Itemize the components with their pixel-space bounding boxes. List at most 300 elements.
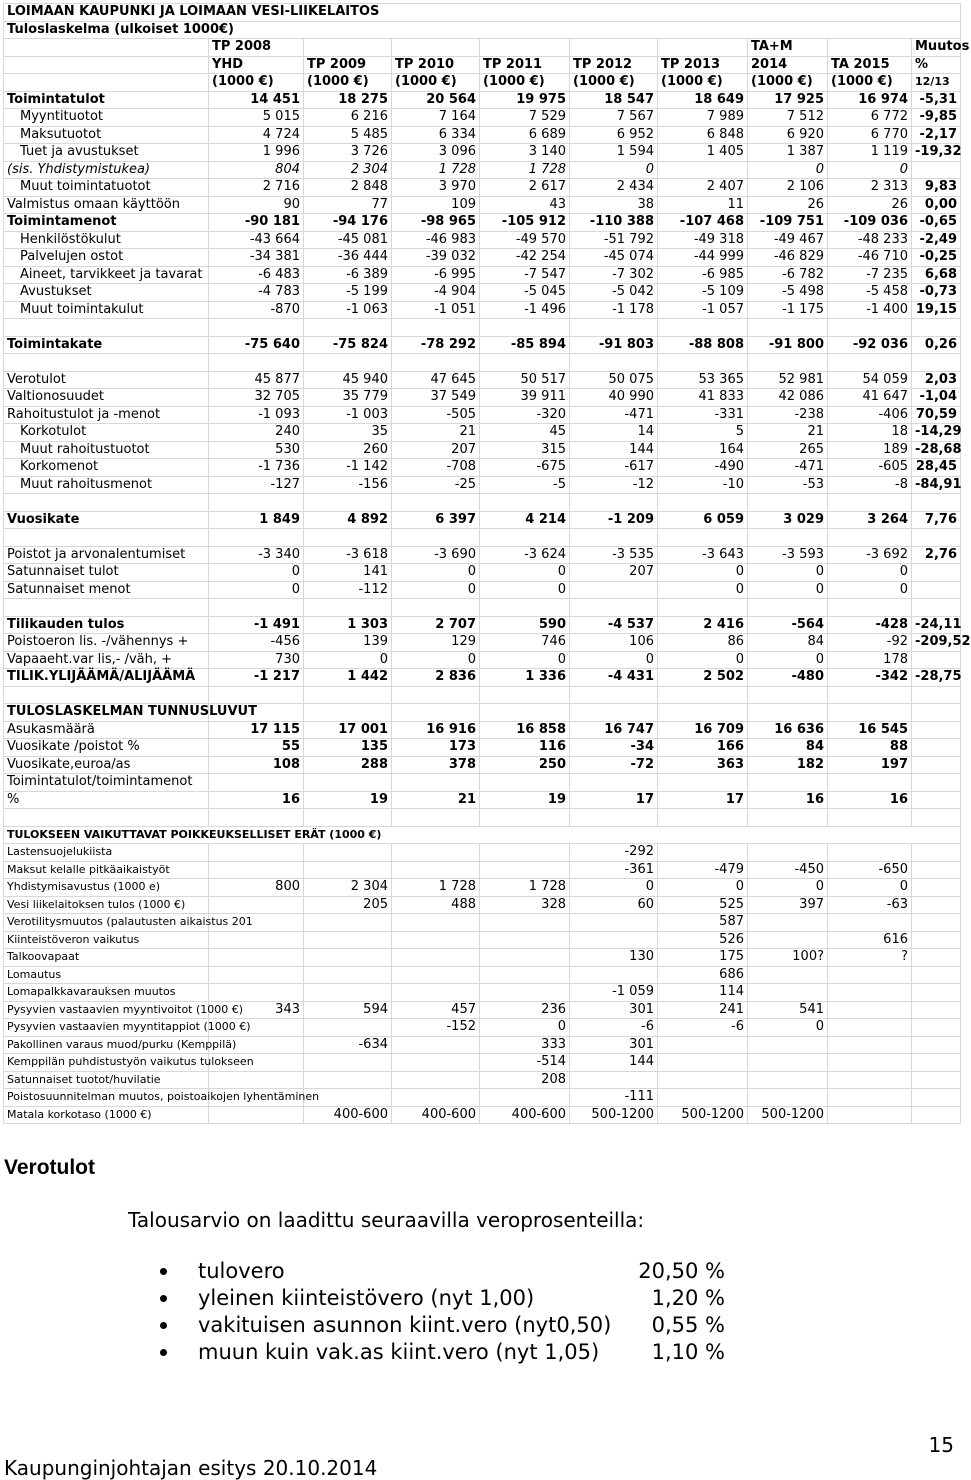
value-cell: -8 xyxy=(828,476,912,494)
value-cell: 594 xyxy=(304,1001,392,1019)
table-row xyxy=(4,879,961,897)
value-cell: -46 983 xyxy=(392,231,480,249)
value-cell: 0 xyxy=(209,564,304,582)
value-cell: 175 xyxy=(658,949,748,967)
table-row xyxy=(4,109,961,127)
value-cell: 0 xyxy=(658,581,748,599)
empty-cell xyxy=(392,529,480,547)
table-row xyxy=(4,931,961,949)
value-cell: -6 389 xyxy=(304,266,392,284)
row-label: Lomapalkkavarauksen muutos xyxy=(4,984,209,1002)
value-cell: -1 003 xyxy=(304,406,392,424)
table-row xyxy=(4,126,961,144)
value-cell xyxy=(304,1071,392,1089)
value-cell: 2 304 xyxy=(304,879,392,897)
value-cell: 17 925 xyxy=(748,91,828,109)
change-percent-cell: -84,91 xyxy=(912,476,961,494)
value-cell xyxy=(748,931,828,949)
value-cell: -49 570 xyxy=(480,231,570,249)
value-cell: 2 836 xyxy=(392,669,480,687)
value-cell: 500-1200 xyxy=(570,1106,658,1124)
value-cell: -1 175 xyxy=(748,301,828,319)
value-cell: 2 617 xyxy=(480,179,570,197)
value-cell: 16 709 xyxy=(658,721,748,739)
value-cell: 14 xyxy=(570,424,658,442)
empty-cell xyxy=(912,599,961,617)
value-cell: 241 xyxy=(658,1001,748,1019)
table-row xyxy=(4,231,961,249)
column-header-row xyxy=(4,74,961,92)
tax-rate-name: yleinen kiinteistövero (nyt 1,00) xyxy=(198,1286,535,1310)
value-cell: -617 xyxy=(570,459,658,477)
value-cell: 686 xyxy=(658,966,748,984)
report-subtitle: Tuloslaskelma (ulkoiset 1000€) xyxy=(4,21,961,39)
value-cell: -46 710 xyxy=(828,249,912,267)
tax-rate-name: vakituisen asunnon kiint.vero (nyt0,50) xyxy=(198,1313,612,1337)
value-cell: -5 xyxy=(480,476,570,494)
row-label: TILIK.YLIJÄÄMÄ/ALIJÄÄMÄ xyxy=(4,669,209,687)
tax-rate-value: 20,50 % xyxy=(638,1259,725,1283)
change-percent-cell xyxy=(912,739,961,757)
row-label: Vuosikate /poistot % xyxy=(4,739,209,757)
value-cell: -1 142 xyxy=(304,459,392,477)
value-cell: -91 800 xyxy=(748,336,828,354)
value-cell: -109 751 xyxy=(748,214,828,232)
table-row xyxy=(4,546,961,564)
value-cell: -5 045 xyxy=(480,284,570,302)
value-cell: 45 877 xyxy=(209,371,304,389)
empty-cell xyxy=(304,354,392,372)
value-cell xyxy=(304,1019,392,1037)
table-row xyxy=(4,1001,961,1019)
header-empty xyxy=(4,56,209,74)
row-label: Toimintamenot xyxy=(4,214,209,232)
empty-cell xyxy=(912,861,961,879)
empty-cell xyxy=(209,686,304,704)
value-cell: 26 xyxy=(828,196,912,214)
value-cell: -292 xyxy=(570,844,658,862)
value-cell: 207 xyxy=(570,564,658,582)
value-cell: 236 xyxy=(480,1001,570,1019)
value-cell: -3 593 xyxy=(748,546,828,564)
value-cell: -92 xyxy=(828,634,912,652)
value-cell xyxy=(209,1019,304,1037)
value-cell: 1 442 xyxy=(304,669,392,687)
value-cell xyxy=(828,1019,912,1037)
value-cell: 1 996 xyxy=(209,144,304,162)
value-cell: 0 xyxy=(392,651,480,669)
value-cell xyxy=(828,914,912,932)
value-cell: 6 952 xyxy=(570,126,658,144)
value-cell: -25 xyxy=(392,476,480,494)
row-label: (sis. Yhdistymistukea) xyxy=(4,161,209,179)
value-cell: 35 779 xyxy=(304,389,392,407)
value-cell: 0 xyxy=(748,581,828,599)
value-cell: 173 xyxy=(392,739,480,757)
value-cell: 1 336 xyxy=(480,669,570,687)
value-cell: 55 xyxy=(209,739,304,757)
table-row xyxy=(4,739,961,757)
value-cell: -152 xyxy=(392,1019,480,1037)
value-cell: 84 xyxy=(748,634,828,652)
change-percent-cell xyxy=(912,774,961,792)
value-cell: 6 689 xyxy=(480,126,570,144)
value-cell xyxy=(570,1071,658,1089)
empty-cell xyxy=(4,319,209,337)
value-cell: 0 xyxy=(748,879,828,897)
value-cell: -107 468 xyxy=(658,214,748,232)
value-cell: -156 xyxy=(304,476,392,494)
value-cell: -5 199 xyxy=(304,284,392,302)
value-cell: -3 618 xyxy=(304,546,392,564)
tax-rate-list xyxy=(160,1258,740,1366)
row-label: Talkoovapaat xyxy=(4,949,209,967)
value-cell xyxy=(570,774,658,792)
value-cell xyxy=(209,844,304,862)
value-cell: 1 728 xyxy=(392,879,480,897)
change-percent-cell: -2,17 xyxy=(912,126,961,144)
table-row xyxy=(4,564,961,582)
value-cell: 16 916 xyxy=(392,721,480,739)
tax-rate-item xyxy=(160,1258,740,1285)
value-cell: 2 313 xyxy=(828,179,912,197)
value-cell xyxy=(480,1089,570,1107)
value-cell xyxy=(658,844,748,862)
row-label: Muut toimintatuotot xyxy=(4,179,209,197)
value-cell: 800 xyxy=(209,879,304,897)
value-cell xyxy=(209,1106,304,1124)
value-cell: -72 xyxy=(570,756,658,774)
empty-cell xyxy=(209,494,304,512)
table-row xyxy=(4,791,961,809)
value-cell xyxy=(209,949,304,967)
column-header: TP 2013 xyxy=(658,56,748,74)
value-cell xyxy=(480,861,570,879)
value-cell: 2 416 xyxy=(658,616,748,634)
value-cell: 18 xyxy=(828,424,912,442)
value-cell: 250 xyxy=(480,756,570,774)
empty-cell xyxy=(912,494,961,512)
value-cell: -1 063 xyxy=(304,301,392,319)
value-cell: 17 xyxy=(658,791,748,809)
value-cell: 130 xyxy=(570,949,658,967)
table-row xyxy=(4,966,961,984)
column-header: TP 2010 xyxy=(392,56,480,74)
empty-cell xyxy=(658,529,748,547)
value-cell: -605 xyxy=(828,459,912,477)
value-cell: 333 xyxy=(480,1036,570,1054)
change-percent-cell: -14,29 xyxy=(912,424,961,442)
value-cell: 4 214 xyxy=(480,511,570,529)
value-cell: 0 xyxy=(828,581,912,599)
empty-cell xyxy=(392,809,480,827)
value-cell: -6 483 xyxy=(209,266,304,284)
value-cell: 0 xyxy=(480,1019,570,1037)
value-cell xyxy=(209,704,304,722)
value-cell: -5 498 xyxy=(748,284,828,302)
value-cell: 1 119 xyxy=(828,144,912,162)
bullet-icon xyxy=(160,1268,167,1275)
value-cell: -7 302 xyxy=(570,266,658,284)
value-cell: 2 106 xyxy=(748,179,828,197)
value-cell: 26 xyxy=(748,196,828,214)
empty-cell xyxy=(304,319,392,337)
row-label: Yhdistymisavustus (1000 e) xyxy=(4,879,209,897)
bullet-icon xyxy=(160,1349,167,1356)
value-cell: 3 140 xyxy=(480,144,570,162)
value-cell: ? xyxy=(828,949,912,967)
value-cell: 21 xyxy=(392,424,480,442)
empty-cell xyxy=(4,809,209,827)
column-header: (1000 €) xyxy=(748,74,828,92)
table-row xyxy=(4,441,961,459)
value-cell: 315 xyxy=(480,441,570,459)
row-label: Pysyvien vastaavien myyntivoitot (1000 €) xyxy=(4,1001,209,1019)
row-label: Maksutuotot xyxy=(4,126,209,144)
empty-cell xyxy=(748,599,828,617)
column-header xyxy=(570,39,658,57)
empty-cell xyxy=(912,529,961,547)
value-cell: -1 217 xyxy=(209,669,304,687)
bullet-icon xyxy=(160,1322,167,1329)
change-percent-cell: -28,68 xyxy=(912,441,961,459)
value-cell: -112 xyxy=(304,581,392,599)
value-cell: 541 xyxy=(748,1001,828,1019)
change-percent-cell: 0,00 xyxy=(912,196,961,214)
column-header: (1000 €) xyxy=(392,74,480,92)
empty-cell xyxy=(748,809,828,827)
value-cell xyxy=(304,774,392,792)
value-cell: 40 990 xyxy=(570,389,658,407)
tax-rate-item xyxy=(160,1285,740,1312)
blank-row xyxy=(4,354,961,372)
value-cell: -105 912 xyxy=(480,214,570,232)
value-cell: -53 xyxy=(748,476,828,494)
row-label: Satunnaiset tuotot/huvilatie xyxy=(4,1071,209,1089)
column-header xyxy=(304,39,392,57)
value-cell: 109 xyxy=(392,196,480,214)
value-cell xyxy=(828,1106,912,1124)
empty-cell xyxy=(304,686,392,704)
row-label: Palvelujen ostot xyxy=(4,249,209,267)
value-cell: 0 xyxy=(748,1019,828,1037)
value-cell: -1 209 xyxy=(570,511,658,529)
value-cell: 43 xyxy=(480,196,570,214)
value-cell: 41 647 xyxy=(828,389,912,407)
value-cell xyxy=(392,1071,480,1089)
row-label: Verotulot xyxy=(4,371,209,389)
value-cell xyxy=(392,966,480,984)
empty-cell xyxy=(480,354,570,372)
value-cell: 730 xyxy=(209,651,304,669)
value-cell xyxy=(480,774,570,792)
value-cell: -12 xyxy=(570,476,658,494)
value-cell xyxy=(828,774,912,792)
table-row xyxy=(4,704,961,722)
value-cell: -92 036 xyxy=(828,336,912,354)
value-cell: 1 594 xyxy=(570,144,658,162)
column-header: % xyxy=(912,56,961,74)
value-cell: -505 xyxy=(392,406,480,424)
intro-text: Talousarvio on laadittu seuraavilla veroprosenteilla: xyxy=(128,1208,645,1232)
empty-cell xyxy=(480,809,570,827)
empty-cell xyxy=(570,319,658,337)
blank-row xyxy=(4,599,961,617)
value-cell xyxy=(480,966,570,984)
value-cell: 16 858 xyxy=(480,721,570,739)
value-cell: -49 318 xyxy=(658,231,748,249)
value-cell: 0 xyxy=(209,581,304,599)
value-cell: -471 xyxy=(748,459,828,477)
value-cell: -85 894 xyxy=(480,336,570,354)
change-percent-cell: 6,68 xyxy=(912,266,961,284)
value-cell: 6 059 xyxy=(658,511,748,529)
value-cell: 52 981 xyxy=(748,371,828,389)
table-row xyxy=(4,1036,961,1054)
change-percent-cell: -9,85 xyxy=(912,109,961,127)
row-label: Korkotulot xyxy=(4,424,209,442)
value-cell: -564 xyxy=(748,616,828,634)
blank-row xyxy=(4,529,961,547)
value-cell xyxy=(392,984,480,1002)
value-cell: -1 057 xyxy=(658,301,748,319)
value-cell: -111 xyxy=(570,1089,658,1107)
value-cell: -650 xyxy=(828,861,912,879)
value-cell: 45 940 xyxy=(304,371,392,389)
value-cell: 16 747 xyxy=(570,721,658,739)
row-label: Kemppilän puhdistustyön vaikutus tulokseen xyxy=(4,1054,209,1072)
value-cell: 205 xyxy=(304,896,392,914)
empty-cell xyxy=(912,1054,961,1072)
value-cell xyxy=(570,581,658,599)
value-cell: 7 567 xyxy=(570,109,658,127)
empty-cell xyxy=(912,931,961,949)
row-label: Matala korkotaso (1000 €) xyxy=(4,1106,209,1124)
empty-cell xyxy=(392,354,480,372)
value-cell: 182 xyxy=(748,756,828,774)
value-cell: -7 235 xyxy=(828,266,912,284)
change-percent-cell: -2,49 xyxy=(912,231,961,249)
value-cell: 17 115 xyxy=(209,721,304,739)
value-cell xyxy=(209,966,304,984)
row-label: Avustukset xyxy=(4,284,209,302)
value-cell: 32 705 xyxy=(209,389,304,407)
row-label: Maksut kelalle pitkäaikaistyöt xyxy=(4,861,209,879)
value-cell: -708 xyxy=(392,459,480,477)
empty-cell xyxy=(658,354,748,372)
value-cell: -78 292 xyxy=(392,336,480,354)
change-percent-cell: 2,76 xyxy=(912,546,961,564)
title-row xyxy=(4,4,961,22)
value-cell: -3 643 xyxy=(658,546,748,564)
value-cell: 0 xyxy=(570,879,658,897)
table-row xyxy=(4,301,961,319)
value-cell: 400-600 xyxy=(304,1106,392,1124)
value-cell: 301 xyxy=(570,1036,658,1054)
value-cell: -1 496 xyxy=(480,301,570,319)
value-cell xyxy=(748,1071,828,1089)
row-label: Asukasmäärä xyxy=(4,721,209,739)
value-cell: 6 848 xyxy=(658,126,748,144)
row-label: Muut toimintakulut xyxy=(4,301,209,319)
subtitle-row xyxy=(4,21,961,39)
tax-rate-item xyxy=(160,1339,740,1366)
column-header xyxy=(658,39,748,57)
footer-presenter: Kaupunginjohtajan esitys 20.10.2014 xyxy=(4,1456,378,1480)
row-label: Henkilöstökulut xyxy=(4,231,209,249)
table-row xyxy=(4,1071,961,1089)
empty-cell xyxy=(304,809,392,827)
change-percent-cell: -1,04 xyxy=(912,389,961,407)
empty-cell xyxy=(570,809,658,827)
tax-rate-item xyxy=(160,1312,740,1339)
value-cell: -5 109 xyxy=(658,284,748,302)
empty-cell xyxy=(392,494,480,512)
row-label: Toimintakate xyxy=(4,336,209,354)
change-percent-cell: -28,75 xyxy=(912,669,961,687)
value-cell xyxy=(209,1071,304,1089)
section-title: Verotulot xyxy=(4,1156,96,1179)
table-row xyxy=(4,1054,961,1072)
change-percent-cell: 9,83 xyxy=(912,179,961,197)
table-row xyxy=(4,669,961,687)
value-cell: -109 036 xyxy=(828,214,912,232)
table-row xyxy=(4,511,961,529)
value-cell: 19 975 xyxy=(480,91,570,109)
value-cell: 0 xyxy=(480,564,570,582)
value-cell xyxy=(748,914,828,932)
value-cell: 141 xyxy=(304,564,392,582)
value-cell: -4 431 xyxy=(570,669,658,687)
value-cell: 144 xyxy=(570,1054,658,1072)
value-cell xyxy=(304,984,392,1002)
value-cell: 3 264 xyxy=(828,511,912,529)
table-row xyxy=(4,634,961,652)
value-cell: 6 216 xyxy=(304,109,392,127)
header-empty xyxy=(4,39,209,57)
value-cell: 3 096 xyxy=(392,144,480,162)
row-label: Lomautus xyxy=(4,966,209,984)
value-cell xyxy=(209,931,304,949)
column-header: (1000 €) xyxy=(480,74,570,92)
value-cell: 746 xyxy=(480,634,570,652)
value-cell: 0 xyxy=(480,651,570,669)
table-row xyxy=(4,984,961,1002)
table-row xyxy=(4,371,961,389)
value-cell: 587 xyxy=(658,914,748,932)
change-percent-cell: 7,76 xyxy=(912,511,961,529)
value-cell: -42 254 xyxy=(480,249,570,267)
value-cell: 18 547 xyxy=(570,91,658,109)
empty-cell xyxy=(912,354,961,372)
value-cell: -634 xyxy=(304,1036,392,1054)
value-cell: -75 824 xyxy=(304,336,392,354)
column-header: (1000 €) xyxy=(658,74,748,92)
table-row xyxy=(4,144,961,162)
value-cell xyxy=(304,1054,392,1072)
value-cell: 616 xyxy=(828,931,912,949)
value-cell: 1 849 xyxy=(209,511,304,529)
value-cell xyxy=(658,1036,748,1054)
value-cell: 288 xyxy=(304,756,392,774)
value-cell: -675 xyxy=(480,459,570,477)
column-header: 12/13 xyxy=(912,74,961,92)
value-cell: 240 xyxy=(209,424,304,442)
change-percent-cell: 19,15 xyxy=(912,301,961,319)
value-cell xyxy=(570,914,658,932)
value-cell xyxy=(480,914,570,932)
empty-cell xyxy=(912,1071,961,1089)
